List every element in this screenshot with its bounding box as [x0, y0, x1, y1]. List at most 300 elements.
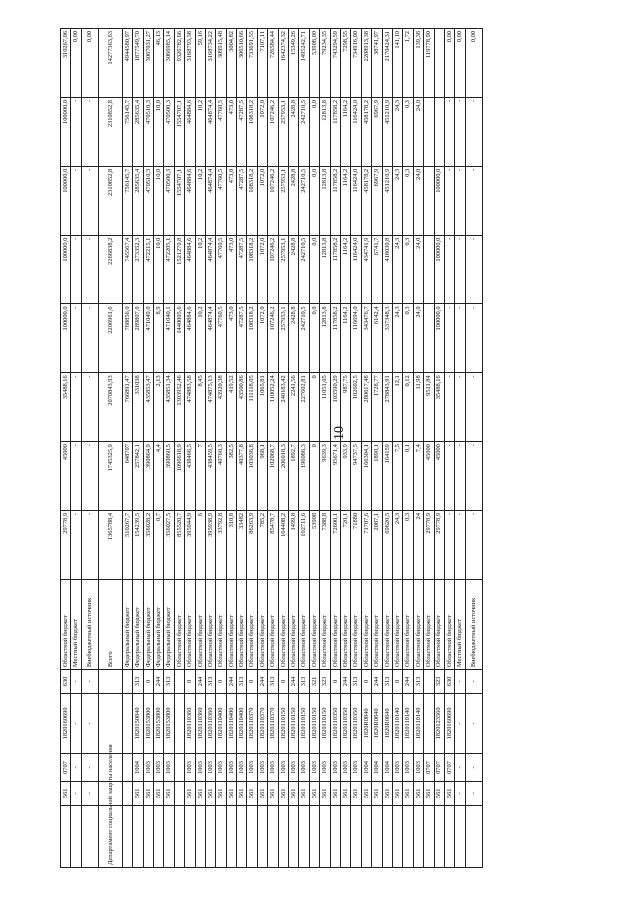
- razd-cell: 1004: [382, 754, 392, 782]
- value-cell: 206018,3: [278, 442, 288, 511]
- value-cell: 242710,5: [299, 97, 309, 166]
- value-cell: 9326782,66: [174, 29, 184, 98]
- value-cell: 242710,5: [299, 235, 309, 304]
- value-cell: -: [81, 510, 98, 579]
- value-cell: 240183,42: [278, 373, 288, 442]
- value-cell: 108318,2: [247, 304, 257, 373]
- value-cell: 242710,5: [299, 304, 309, 373]
- table-row: [216, 29, 226, 868]
- expense-type-cell: 0: [361, 670, 371, 694]
- target-article-cell: [424, 693, 434, 753]
- value-cell: 107246,2: [268, 235, 278, 304]
- row-name-cell: [340, 805, 350, 867]
- value-cell: -: [71, 235, 81, 304]
- value-cell: 2087,1: [372, 510, 382, 579]
- value-cell: 419,52: [226, 373, 236, 442]
- table-row: [455, 29, 465, 868]
- value-cell: -: [444, 510, 454, 579]
- value-cell: 117858,2: [330, 304, 340, 373]
- value-cell: 3066985,14: [164, 29, 174, 98]
- value-cell: 0,3: [403, 510, 413, 579]
- value-cell: 1164,2: [340, 304, 350, 373]
- page-number: 10: [332, 426, 347, 440]
- source-cell: Областной бюджет: [444, 579, 454, 669]
- target-article-cell: 1820110150: [309, 693, 319, 753]
- value-cell: 47287,5: [237, 166, 247, 235]
- value-cell: 0,00: [444, 29, 454, 98]
- value-cell: 1365788,4: [98, 510, 122, 579]
- value-cell: 2,13: [153, 373, 163, 442]
- value-cell: 933,9: [340, 442, 350, 511]
- value-cell: 0: [309, 373, 319, 442]
- row-name-cell: [351, 805, 361, 867]
- target-article-cell: 1820110150: [320, 693, 330, 753]
- row-name-cell: [164, 805, 174, 867]
- target-article-cell: 1820R0840: [361, 693, 371, 753]
- value-cell: 139,38: [413, 29, 423, 98]
- value-cell: 473,0: [226, 304, 236, 373]
- expense-type-cell: 244: [195, 670, 205, 694]
- ved-cell: -: [81, 781, 98, 805]
- value-cell: 745567,4: [122, 235, 132, 304]
- expense-type-cell: 244: [153, 670, 163, 694]
- value-cell: 0,00: [465, 29, 482, 98]
- ved-cell: 561: [382, 781, 392, 805]
- value-cell: 85478,7: [268, 510, 278, 579]
- target-article-cell: 1820110370: [247, 693, 257, 753]
- value-cell: 0,00: [71, 29, 81, 98]
- value-cell: 0: [309, 442, 319, 511]
- row-name-cell: [257, 805, 267, 867]
- target-article-cell: 1820110400: [237, 693, 247, 753]
- expense-type-cell: 0: [185, 670, 195, 694]
- row-name-cell: [320, 805, 330, 867]
- value-cell: 1642374,32: [278, 29, 288, 98]
- value-cell: 1164,2: [340, 166, 350, 235]
- row-name-cell: [289, 805, 299, 867]
- table-row: [205, 29, 215, 868]
- row-name-cell: [309, 805, 319, 867]
- value-cell: 94737,5: [351, 442, 361, 511]
- value-cell: 12813,8: [320, 304, 330, 373]
- value-cell: 7,5: [392, 442, 402, 511]
- value-cell: 0,0: [309, 235, 319, 304]
- value-cell: 289807,0: [133, 304, 143, 373]
- expense-type-cell: -: [465, 670, 482, 694]
- table-row: [174, 29, 184, 868]
- ved-cell: -: [465, 781, 482, 805]
- ved-cell: 561: [392, 781, 402, 805]
- value-cell: 107246,2: [268, 166, 278, 235]
- value-cell: 720,1: [340, 510, 350, 579]
- value-cell: 38741,97: [372, 29, 382, 98]
- value-cell: 8,45: [195, 373, 205, 442]
- table-row: [309, 29, 319, 868]
- table-row: [382, 29, 392, 868]
- ved-cell: 561: [205, 781, 215, 805]
- value-cell: 395944,9: [185, 510, 195, 579]
- value-cell: 2428,8: [289, 166, 299, 235]
- value-cell: 7,4: [413, 442, 423, 511]
- value-cell: 108318,2: [247, 166, 257, 235]
- value-cell: 24,3: [392, 235, 402, 304]
- value-cell: 2310852,8: [98, 166, 122, 235]
- value-cell: 47760,5: [216, 166, 226, 235]
- value-cell: 768856,0: [122, 304, 132, 373]
- value-cell: 464884,6: [185, 304, 195, 373]
- ved-cell: 561: [133, 781, 143, 805]
- source-cell: Областной бюджет: [382, 579, 392, 669]
- value-cell: 474875,13: [205, 373, 215, 442]
- razd-cell: 1003: [257, 754, 267, 782]
- source-cell: Областной бюджет: [340, 579, 350, 669]
- value-cell: 69620,5: [382, 510, 392, 579]
- value-cell: 40760,3: [216, 442, 226, 511]
- value-cell: 1745325,9: [98, 442, 122, 511]
- value-cell: 510267,7: [122, 510, 132, 579]
- value-cell: 71707,6: [361, 510, 371, 579]
- value-cell: 458178,2: [361, 166, 371, 235]
- row-name-cell: [247, 805, 257, 867]
- value-cell: 47760,5: [216, 97, 226, 166]
- value-cell: 6: [195, 510, 205, 579]
- value-cell: 12,1: [392, 373, 402, 442]
- value-cell: 117858,2: [330, 166, 340, 235]
- value-cell: 53908,00: [309, 29, 319, 98]
- value-cell: 9511,84: [424, 373, 434, 442]
- ved-cell: 561: [289, 781, 299, 805]
- value-cell: 1877549,70: [133, 29, 143, 98]
- expense-type-cell: 313: [164, 670, 174, 694]
- expense-type-cell: -: [455, 670, 465, 694]
- value-cell: 0,3: [403, 304, 413, 373]
- value-cell: 434741,9: [361, 235, 371, 304]
- value-cell: 473,0: [226, 166, 236, 235]
- value-cell: 108318,2: [247, 235, 257, 304]
- row-name-cell: [143, 805, 153, 867]
- value-cell: 257953,1: [278, 166, 288, 235]
- source-cell: Областной бюджет: [257, 579, 267, 669]
- value-cell: 0,3: [403, 97, 413, 166]
- value-cell: 1072,0: [257, 235, 267, 304]
- value-cell: 310,8: [226, 510, 236, 579]
- source-cell: Областной бюджет: [289, 579, 299, 669]
- value-cell: -: [81, 97, 98, 166]
- value-cell: 24: [413, 510, 423, 579]
- source-cell: Областной бюджет: [351, 579, 361, 669]
- value-cell: 464874,4: [205, 304, 215, 373]
- source-cell: Областной бюджет: [403, 579, 413, 669]
- value-cell: 337348,3: [382, 304, 392, 373]
- value-cell: 395938,9: [205, 510, 215, 579]
- value-cell: -: [465, 442, 482, 511]
- value-cell: 2428,8: [289, 97, 299, 166]
- ved-cell: 561: [164, 781, 174, 805]
- ved-cell: 561: [309, 781, 319, 805]
- value-cell: 33482: [237, 510, 247, 579]
- source-cell: Областной бюджет: [299, 579, 309, 669]
- value-cell: 0,00: [81, 29, 98, 98]
- budget-table: [60, 28, 483, 868]
- target-article-cell: -: [81, 693, 98, 753]
- razd-cell: 1003: [392, 754, 402, 782]
- source-cell: Областной бюджет: [413, 579, 423, 669]
- value-cell: 257953,1: [278, 235, 288, 304]
- value-cell: 4,4: [153, 442, 163, 511]
- expense-type-cell: 244: [226, 670, 236, 694]
- source-cell: Областной бюджет: [61, 579, 71, 669]
- table-row: [143, 29, 153, 868]
- row-name-cell: [216, 805, 226, 867]
- value-cell: -: [71, 510, 81, 579]
- table-row: [61, 29, 71, 868]
- value-cell: 10,2: [195, 166, 205, 235]
- value-cell: 108318,2: [247, 97, 257, 166]
- target-article-cell: 1820110400: [216, 693, 226, 753]
- value-cell: 987,75: [340, 373, 350, 442]
- value-cell: 103590,29: [330, 373, 340, 442]
- razd-cell: 1003: [403, 754, 413, 782]
- razd-cell: 1003: [299, 754, 309, 782]
- row-name-cell: [237, 805, 247, 867]
- value-cell: 464884,6: [185, 235, 195, 304]
- value-cell: 310267,06: [61, 29, 71, 98]
- value-cell: [434, 97, 444, 166]
- value-cell: 309915,48: [216, 29, 226, 98]
- value-cell: 1072,0: [257, 166, 267, 235]
- table-row: [299, 29, 309, 868]
- value-cell: 0,0: [309, 166, 319, 235]
- value-cell: 1303952,46: [174, 373, 184, 442]
- value-cell: 110052,24: [268, 373, 278, 442]
- value-cell: 3168793,38: [185, 29, 195, 98]
- ved-cell: 561: [361, 781, 371, 805]
- value-cell: -: [455, 304, 465, 373]
- value-cell: 726584,44: [268, 29, 278, 98]
- table-row: [257, 29, 267, 868]
- value-cell: -: [444, 304, 454, 373]
- target-article-cell: 1820153800: [143, 693, 153, 753]
- expense-type-cell: 313: [351, 670, 361, 694]
- value-cell: 464884,6: [185, 166, 195, 235]
- target-article-cell: -: [455, 693, 465, 753]
- target-article-cell: 1820110150: [299, 693, 309, 753]
- value-cell: -: [465, 304, 482, 373]
- value-cell: 47287,5: [237, 304, 247, 373]
- razd-cell: 1003: [185, 754, 195, 782]
- value-cell: 15349,26: [289, 29, 299, 98]
- value-cell: 100000,0: [61, 166, 71, 235]
- value-cell: 472205,1: [164, 235, 174, 304]
- ved-cell: 561: [226, 781, 236, 805]
- ved-cell: 561: [61, 781, 71, 805]
- value-cell: 0,00: [455, 29, 465, 98]
- row-name-cell: [61, 805, 71, 867]
- value-cell: 29778,9: [434, 510, 444, 579]
- ved-cell: 561: [268, 781, 278, 805]
- razd-cell: 1003: [268, 754, 278, 782]
- value-cell: 102711,6: [299, 510, 309, 579]
- value-cell: 1072,0: [257, 97, 267, 166]
- value-cell: 117858,2: [330, 97, 340, 166]
- ved-cell: -: [71, 781, 81, 805]
- value-cell: -: [81, 304, 98, 373]
- value-cell: 45000: [424, 442, 434, 511]
- value-cell: 458178,2: [361, 97, 371, 166]
- value-cell: -: [81, 373, 98, 442]
- value-cell: -: [455, 166, 465, 235]
- target-article-cell: 1820110140: [403, 693, 413, 753]
- row-name-cell: [392, 805, 402, 867]
- ved-cell: 561: [195, 781, 205, 805]
- value-cell: -: [455, 97, 465, 166]
- razd-cell: -: [71, 754, 81, 782]
- value-cell: 1554707,1: [174, 97, 184, 166]
- razd-cell: [122, 754, 132, 782]
- table-row: [226, 29, 236, 868]
- value-cell: 257953,1: [278, 304, 288, 373]
- expense-type-cell: 313: [237, 670, 247, 694]
- expense-type-cell: 313: [133, 670, 143, 694]
- value-cell: 278843,91: [382, 373, 392, 442]
- value-cell: 2310852,8: [98, 97, 122, 166]
- razd-cell: -: [465, 754, 482, 782]
- value-cell: 1164,2: [340, 97, 350, 166]
- expense-type-cell: 0: [143, 670, 153, 694]
- value-cell: 0,7: [153, 510, 163, 579]
- value-cell: 35488,16: [61, 373, 71, 442]
- value-cell: -: [71, 166, 81, 235]
- razd-cell: -: [455, 754, 465, 782]
- razd-cell: 0707: [424, 754, 434, 782]
- expense-type-cell: 244: [403, 670, 413, 694]
- value-cell: 1096618,9: [174, 442, 184, 511]
- value-cell: 227602,81: [299, 373, 309, 442]
- source-cell: Областной бюджет: [424, 579, 434, 669]
- value-cell: 648707: [122, 442, 132, 511]
- value-cell: 12813,8: [320, 97, 330, 166]
- value-cell: 10,0: [153, 235, 163, 304]
- value-cell: 472215,1: [143, 235, 153, 304]
- expense-type-cell: -: [71, 670, 81, 694]
- value-cell: 107246,2: [268, 304, 278, 373]
- source-cell: Областной бюджет: [309, 579, 319, 669]
- value-cell: 7107,11: [257, 29, 267, 98]
- value-cell: 59,16: [195, 29, 205, 98]
- value-cell: -: [71, 373, 81, 442]
- table-row: [278, 29, 288, 868]
- value-cell: 72600,1: [330, 510, 340, 579]
- value-cell: -: [81, 166, 98, 235]
- source-cell: Федеральный бюджет: [133, 579, 143, 669]
- value-cell: -: [455, 510, 465, 579]
- value-cell: 4944580,97: [122, 29, 132, 98]
- target-article-cell: 1820160690: [444, 693, 454, 753]
- ved-cell: 561: [257, 781, 267, 805]
- ved-cell: 561: [351, 781, 361, 805]
- row-name-cell: [133, 805, 143, 867]
- source-cell: Областной бюджет: [247, 579, 257, 669]
- value-cell: 743294,59: [330, 29, 340, 98]
- value-cell: 53908: [309, 510, 319, 579]
- ved-cell: 561: [143, 781, 153, 805]
- value-cell: -: [465, 166, 482, 235]
- razd-cell: 1003: [153, 754, 163, 782]
- expense-type-cell: 313: [413, 670, 423, 694]
- value-cell: 464874,4: [205, 166, 215, 235]
- value-cell: -: [455, 235, 465, 304]
- value-cell: -: [444, 166, 454, 235]
- value-cell: 474883,58: [185, 373, 195, 442]
- expense-type-cell: 313: [299, 670, 309, 694]
- value-cell: 47287,5: [237, 235, 247, 304]
- value-cell: 100000,0: [61, 304, 71, 373]
- razd-cell: 1003: [195, 754, 205, 782]
- value-cell: 1728,77: [372, 373, 382, 442]
- value-cell: 1,72: [403, 29, 413, 98]
- ved-cell: 561: [372, 781, 382, 805]
- target-article-cell: 1820110140: [392, 693, 402, 753]
- table-row: [392, 29, 402, 868]
- razd-cell: 1003: [289, 754, 299, 782]
- value-cell: 100000,0: [61, 97, 71, 166]
- source-cell: Областной бюджет: [434, 579, 444, 669]
- value-cell: 35488,16: [434, 373, 444, 442]
- ved-cell: 561: [424, 781, 434, 805]
- expense-type-cell: 323: [320, 670, 330, 694]
- target-article-cell: 1820110350: [351, 693, 361, 753]
- target-article-cell: 1820110370: [257, 693, 267, 753]
- value-cell: 451210,9: [382, 97, 392, 166]
- source-cell: Областной бюджет: [320, 579, 330, 669]
- razd-cell: 1003: [278, 754, 288, 782]
- razd-cell: 1003: [237, 754, 247, 782]
- value-cell: 46,13: [153, 29, 163, 98]
- razd-cell: 1003: [330, 754, 340, 782]
- table-row: [444, 29, 454, 868]
- table-row: [361, 29, 371, 868]
- razd-cell: 1003: [216, 754, 226, 782]
- value-cell: 6142,4: [372, 304, 382, 373]
- expense-type-cell: 313: [268, 670, 278, 694]
- value-cell: 1499,8: [289, 510, 299, 579]
- value-cell: 257953,1: [278, 97, 288, 166]
- value-cell: 154239,5: [133, 510, 143, 579]
- value-cell: 103036,8: [247, 442, 257, 511]
- value-cell: 343476,7: [361, 304, 371, 373]
- value-cell: 2241,56: [289, 373, 299, 442]
- ved-cell: 561: [434, 781, 444, 805]
- ved-cell: 561: [278, 781, 288, 805]
- target-article-cell: 1820R0840: [382, 693, 392, 753]
- table-row: [403, 29, 413, 868]
- value-cell: 306510,66: [237, 29, 247, 98]
- value-cell: 10,2: [195, 304, 205, 373]
- value-cell: 24,0: [413, 166, 423, 235]
- source-cell: Областной бюджет: [392, 579, 402, 669]
- value-cell: 0,3: [403, 166, 413, 235]
- table-row: [185, 29, 195, 868]
- ved-cell: -: [455, 781, 465, 805]
- row-name-cell: [185, 805, 195, 867]
- value-cell: [424, 97, 434, 166]
- value-cell: 45000: [434, 442, 444, 511]
- value-cell: 756145,7: [122, 97, 132, 166]
- table-row: [164, 29, 174, 868]
- expense-type-cell: [424, 670, 434, 694]
- target-article-cell: 1820110360: [185, 693, 195, 753]
- source-cell: Областной бюджет: [372, 579, 382, 669]
